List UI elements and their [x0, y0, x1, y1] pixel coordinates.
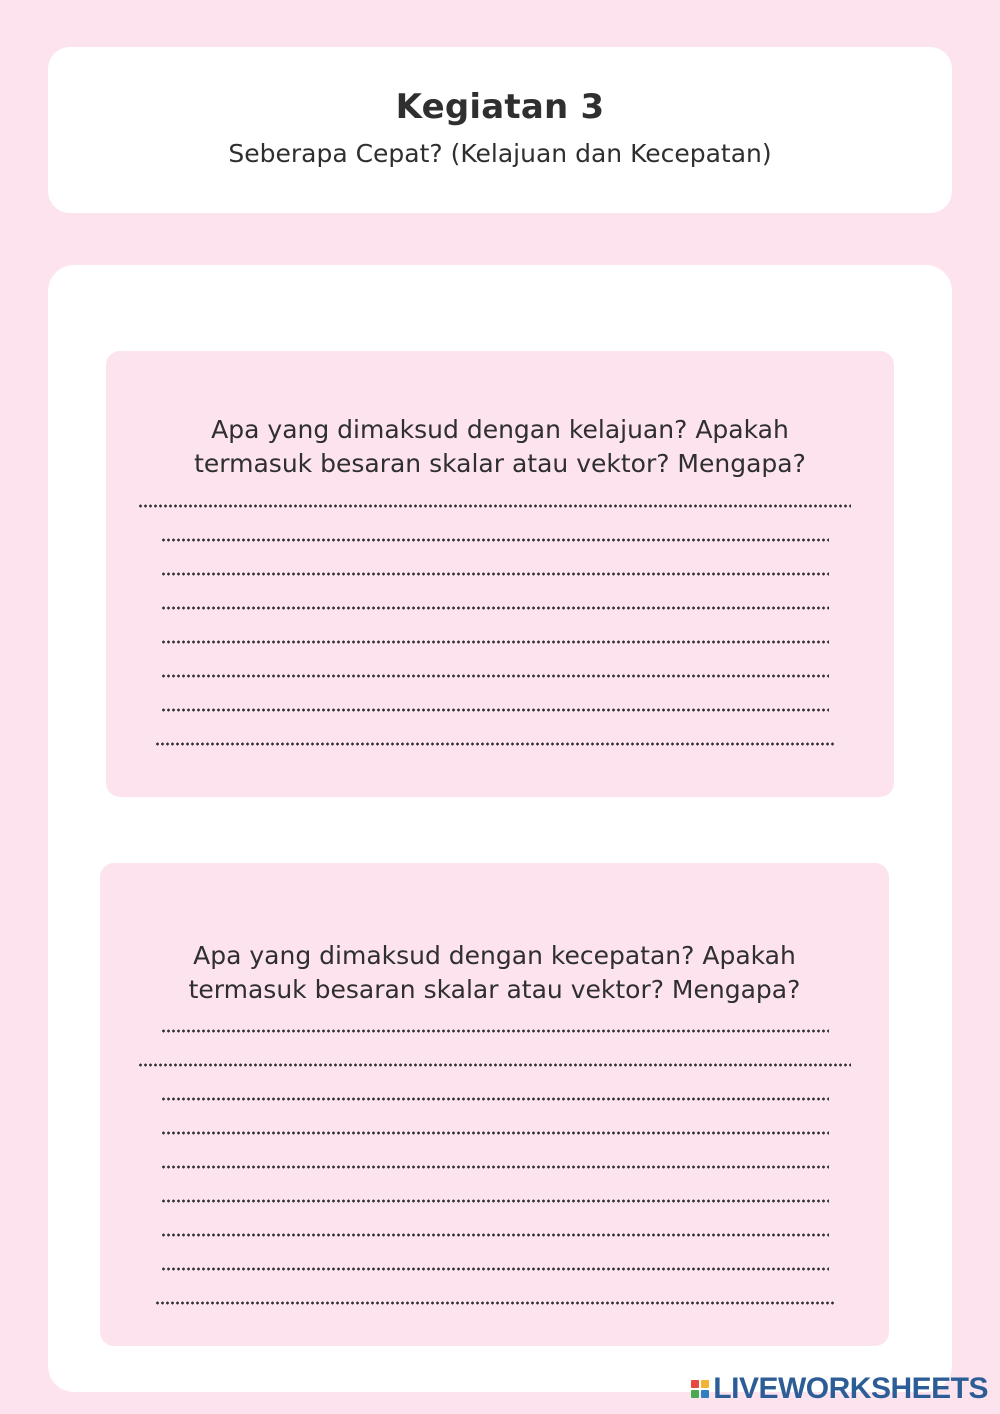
answer-line[interactable] — [161, 1199, 829, 1203]
question-text-1: Apa yang dimaksud dengan kelajuan? Apakah termasuk besaran skalar atau vektor? Mengapa? — [194, 415, 806, 478]
answer-line[interactable] — [138, 504, 851, 508]
logo-square — [691, 1390, 699, 1398]
answer-line[interactable] — [161, 1029, 829, 1033]
brand-name: LIVEWORKSHEETS — [713, 1372, 988, 1405]
answer-line[interactable] — [161, 1097, 829, 1101]
logo-square — [691, 1380, 699, 1388]
liveworksheets-logo-icon — [691, 1380, 709, 1398]
page-title: Kegiatan 3 — [395, 87, 605, 127]
answer-line[interactable] — [155, 1301, 835, 1305]
answer-line[interactable] — [161, 1131, 829, 1135]
answer-line[interactable] — [155, 742, 835, 746]
liveworksheets-brand — [691, 1372, 988, 1406]
header-card — [48, 47, 952, 213]
question-box-2 — [100, 863, 889, 1346]
answer-line[interactable] — [161, 1267, 829, 1271]
answer-line[interactable] — [161, 640, 829, 644]
logo-square — [701, 1390, 709, 1398]
answer-line[interactable] — [161, 674, 829, 678]
logo-square — [701, 1380, 709, 1388]
answer-line[interactable] — [161, 572, 829, 576]
question-box-1 — [106, 351, 894, 797]
answer-line[interactable] — [161, 606, 829, 610]
worksheet-card — [48, 265, 952, 1392]
answer-line[interactable] — [161, 1233, 829, 1237]
question-text-2: Apa yang dimaksud dengan kecepatan? Apakah termasuk besaran skalar atau vektor? Mengapa? — [188, 941, 801, 1004]
page-subtitle: Seberapa Cepat? (Kelajuan dan Kecepatan) — [228, 139, 772, 168]
answer-line[interactable] — [161, 708, 829, 712]
answer-line[interactable] — [161, 538, 829, 542]
answer-line[interactable] — [138, 1063, 851, 1067]
answer-line[interactable] — [161, 1165, 829, 1169]
